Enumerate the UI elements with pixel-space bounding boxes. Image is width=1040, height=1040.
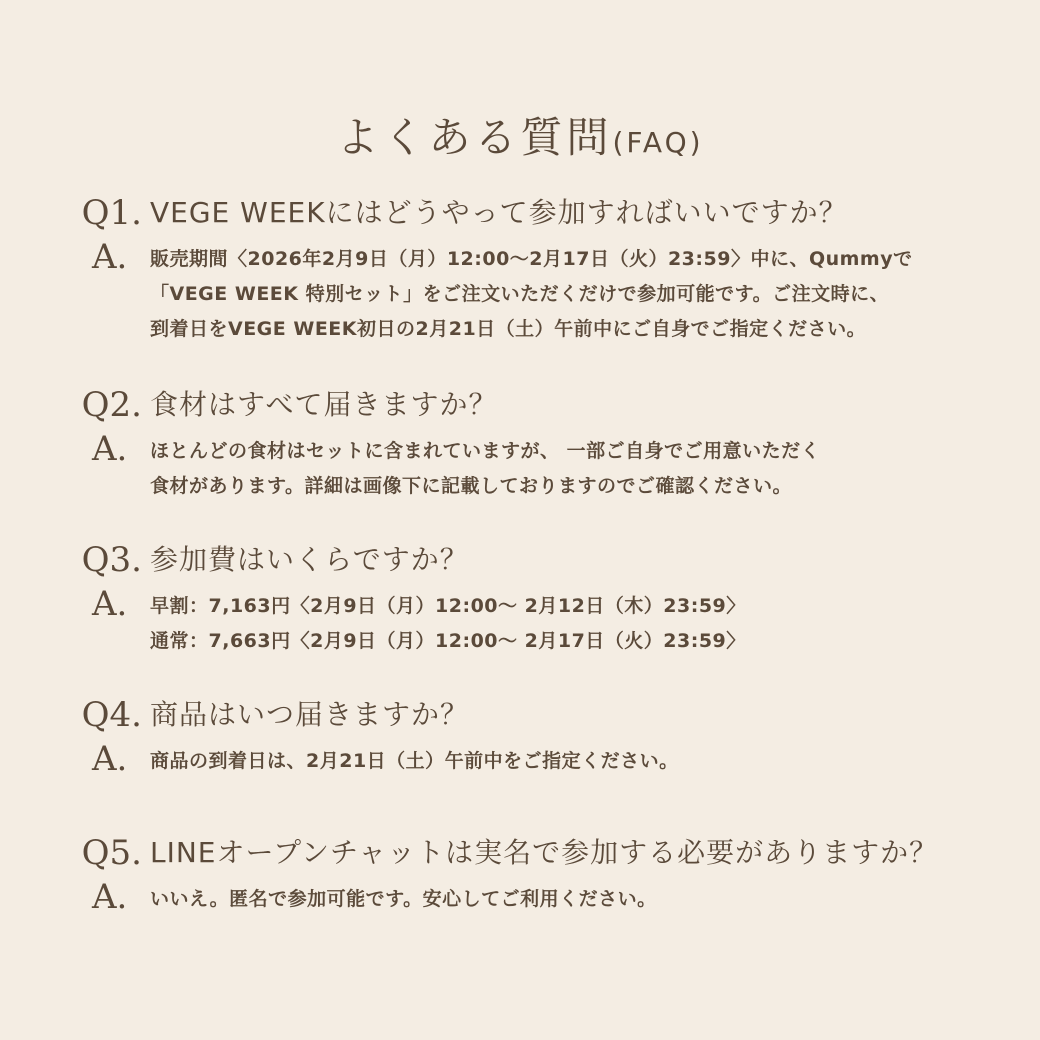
question-marker: Q3. [81,540,142,580]
faq-item-2 [0,382,1040,504]
answer-line: 商品の到着日は、2月21日（土）午前中をご指定ください。 [150,750,679,772]
faq-item-4 [0,692,1040,779]
answer-marker: A. [92,877,128,917]
question-marker: Q2. [81,385,142,425]
question-row [0,692,1040,738]
question-row [0,537,1040,583]
answer-marker: A. [92,237,128,277]
answer-block [0,739,1040,779]
page-title-sub: (FAQ) [612,126,704,159]
answer-line: 到着日をVEGE WEEK初日の2月21日（土）午前中にご自身でご指定ください。 [150,318,867,340]
answer-line: 早割：7,163円〈2月9日（月）12:00〜 2月12日（木）23:59〉 [150,595,746,617]
answer-marker: A. [92,584,128,624]
question-text: 食材はすべて届きますか？ [150,388,498,421]
question-marker: Q4. [81,695,142,735]
question-row [0,382,1040,428]
answer-block [0,237,1040,347]
answer-text [150,434,1040,504]
question-row [0,830,1040,876]
answer-line: 食材があります。詳細は画像下に記載しておりますのでご確認ください。 [150,475,792,497]
answer-line: いいえ。匿名で参加可能です。安心してご利用ください。 [150,888,657,910]
answer-text [150,242,1040,347]
page-title-main: よくある質問 [336,113,613,162]
question-text: LINEオープンチャットは実名で参加する必要がありますか？ [150,836,939,869]
answer-text [150,589,1040,659]
page-title [0,105,1040,165]
answer-block [0,584,1040,659]
answer-block [0,877,1040,917]
answer-marker: A. [92,429,128,469]
answer-line: 「VEGE WEEK 特別セット」をご注文いただくだけで参加可能です。ご注文時に、 [150,283,890,305]
answer-block [0,429,1040,504]
answer-line: 通常：7,663円〈2月9日（月）12:00〜 2月17日（火）23:59〉 [150,630,746,652]
question-text: VEGE WEEKにはどうやって参加すればいいですか？ [150,196,848,229]
faq-item-5 [0,830,1040,917]
answer-line: 販売期間〈2026年2月9日（月）12:00〜2月17日（火）23:59〉中に、Qummyで [150,248,913,270]
question-marker: Q5. [81,833,142,873]
question-marker: Q1. [81,193,142,233]
question-text: 商品はいつ届きますか？ [150,698,470,731]
faq-item-1 [0,190,1040,347]
answer-line: ほとんどの食材はセットに含まれていますが、 一部ご自身でご用意いただく [150,440,821,462]
faq-item-3 [0,537,1040,659]
question-text: 参加費はいくらですか？ [150,543,469,576]
answer-text [150,744,1040,779]
question-row [0,190,1040,236]
answer-marker: A. [92,739,128,779]
answer-text [150,882,1040,917]
